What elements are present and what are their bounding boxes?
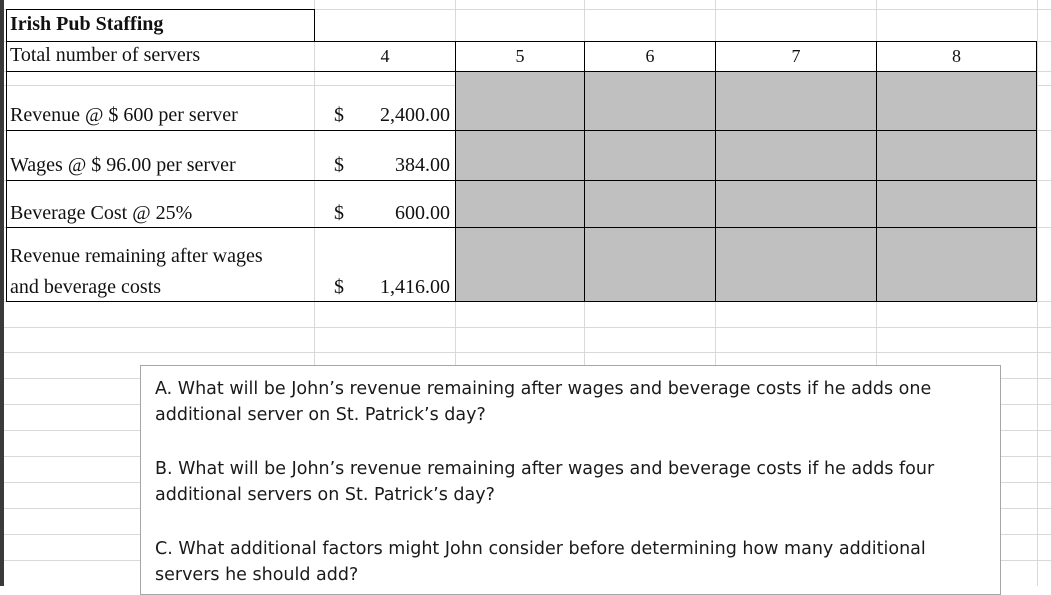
blank-cell[interactable] bbox=[455, 130, 585, 181]
border bbox=[6, 130, 456, 131]
questions-text-box[interactable] bbox=[140, 365, 1001, 595]
blank-cell[interactable] bbox=[876, 180, 1037, 228]
blank-cell[interactable] bbox=[715, 227, 877, 302]
remaining-label-line2[interactable]: and beverage costs bbox=[10, 276, 162, 298]
wages-label[interactable]: Wages @ $ 96.00 per server bbox=[10, 154, 236, 176]
wages-currency: $ bbox=[334, 154, 344, 176]
border bbox=[6, 9, 7, 302]
border bbox=[6, 227, 456, 228]
blank-cell[interactable] bbox=[455, 71, 585, 131]
blank-cell[interactable] bbox=[584, 130, 716, 181]
beverage-label[interactable]: Beverage Cost @ 25% bbox=[10, 202, 193, 224]
remaining-value[interactable]: 1,416.00 bbox=[380, 276, 450, 298]
gridline bbox=[0, 327, 1051, 328]
question-a: A. What will be John’s revenue remaining after wages and beverage costs if he adds one additional server on St. Patrick’s day? bbox=[155, 379, 932, 425]
revenue-label[interactable]: Revenue @ $ 600 per server bbox=[10, 104, 238, 126]
row-header-edge bbox=[0, 0, 4, 586]
sheet-title[interactable]: Irish Pub Staffing bbox=[10, 13, 164, 35]
blank-cell[interactable] bbox=[455, 227, 585, 302]
blank-cell[interactable] bbox=[876, 130, 1037, 181]
blank-cell[interactable] bbox=[876, 71, 1037, 131]
blank-cell[interactable] bbox=[584, 71, 716, 131]
question-c: C. What additional factors might John consider before determining how many additional servers he should add? bbox=[155, 539, 926, 585]
blank-cell[interactable] bbox=[715, 130, 877, 181]
question-b: B. What will be John’s revenue remaining after wages and beverage costs if he adds four additional servers on St. Patrick’s day? bbox=[155, 459, 935, 505]
servers-count-4[interactable]: 4 bbox=[380, 46, 390, 66]
servers-label[interactable]: Total number of servers bbox=[10, 44, 201, 66]
blank-cell[interactable] bbox=[584, 180, 716, 228]
revenue-currency: $ bbox=[334, 104, 344, 126]
border bbox=[6, 9, 315, 10]
border bbox=[6, 180, 456, 181]
blank-cell[interactable] bbox=[715, 180, 877, 228]
remaining-currency: $ bbox=[334, 276, 344, 298]
gridline bbox=[1037, 0, 1038, 586]
border bbox=[6, 301, 456, 302]
border bbox=[6, 41, 1037, 42]
beverage-currency: $ bbox=[334, 202, 344, 224]
beverage-value[interactable]: 600.00 bbox=[395, 202, 450, 224]
remaining-label-line1[interactable]: Revenue remaining after wages bbox=[10, 245, 263, 267]
revenue-value[interactable]: 2,400.00 bbox=[380, 104, 450, 126]
servers-count-7[interactable]: 7 bbox=[791, 46, 801, 66]
gridline bbox=[0, 352, 1051, 353]
blank-cell[interactable] bbox=[876, 227, 1037, 302]
servers-count-8[interactable]: 8 bbox=[952, 46, 961, 66]
blank-cell[interactable] bbox=[715, 71, 877, 131]
blank-cell[interactable] bbox=[584, 227, 716, 302]
border bbox=[314, 9, 315, 42]
blank-cell[interactable] bbox=[455, 180, 585, 228]
servers-count-6[interactable]: 6 bbox=[645, 46, 655, 66]
wages-value[interactable]: 384.00 bbox=[395, 154, 450, 176]
servers-count-5[interactable]: 5 bbox=[515, 46, 525, 66]
